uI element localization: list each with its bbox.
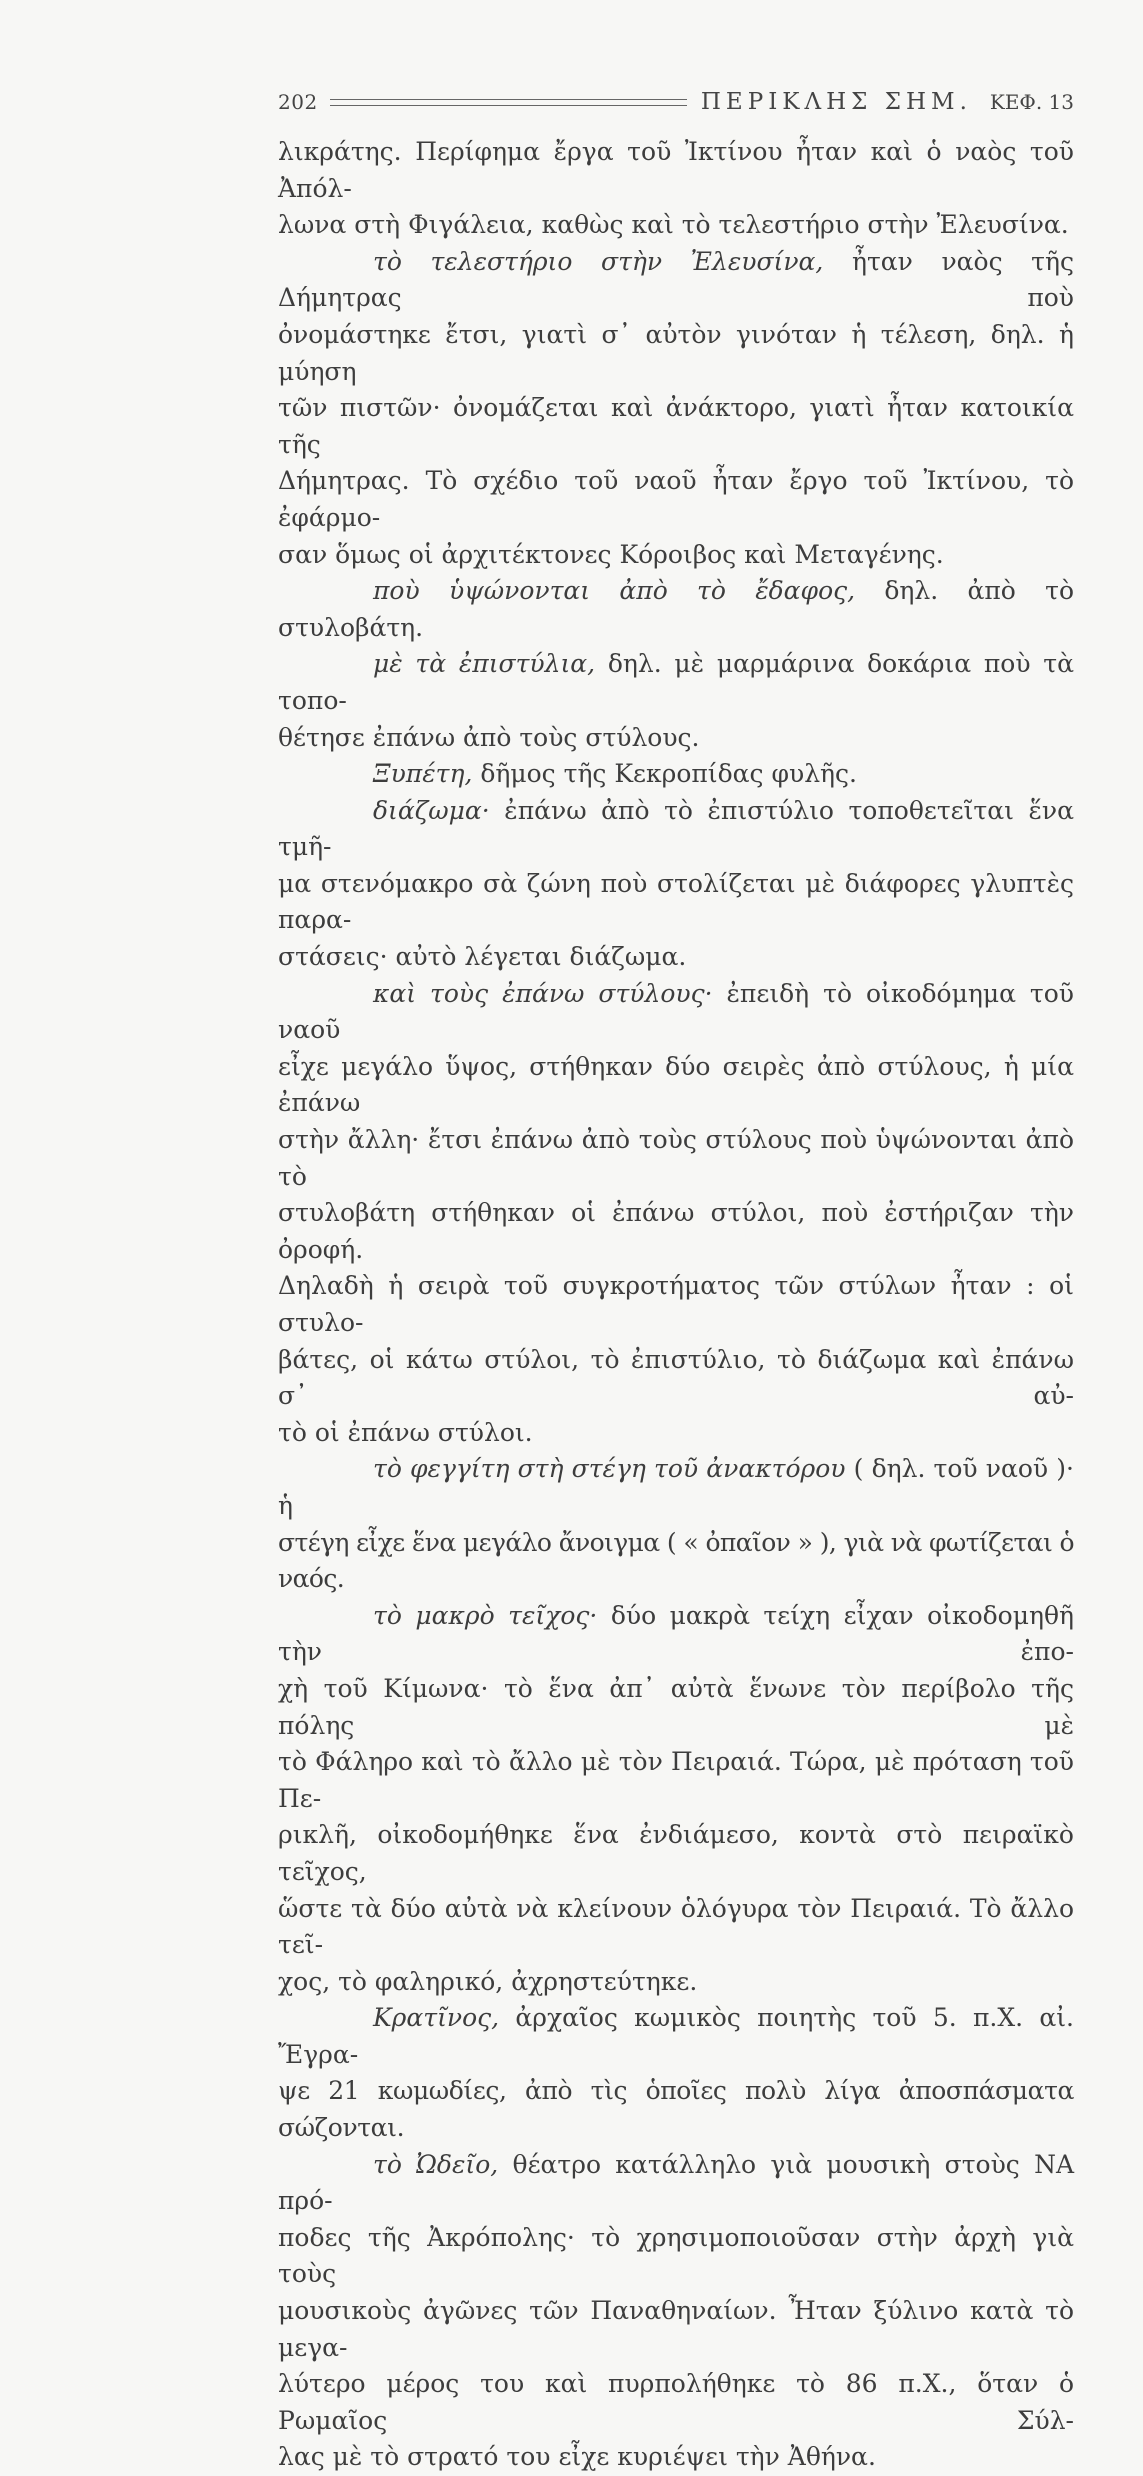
text-line: στὴν ἄλλη· ἔτσι ἐπάνω ἀπὸ τοὺς στύλους ποὺ ὑψώνονται ἀπὸ τὸ bbox=[278, 1125, 1074, 1191]
text-line: θέτησε ἐπάνω ἀπὸ τοὺς στύλους. bbox=[278, 722, 700, 752]
note-lemma: διάζωμα· bbox=[373, 795, 490, 825]
note-lemma: τὸ μακρὸ τεῖχος· bbox=[373, 1600, 598, 1630]
text-line: λύτερο μέρος του καὶ πυρπολήθηκε τὸ 86 π.Χ., ὅταν ὁ Ρωμαῖος Σύλ- bbox=[278, 2369, 1074, 2435]
note-first-line bbox=[278, 976, 1074, 1049]
note-lemma: μὲ τὰ ἐπιστύλια, bbox=[373, 649, 596, 679]
text-line: εἶχε μεγάλο ὕψος, στήθηκαν δύο σειρὲς ἀπὸ στύλους, ἡ μία ἐπάνω bbox=[278, 1051, 1074, 1118]
text-line: λωνα στὴ Φιγάλεια, καθὼς καὶ τὸ τελεστήριο στὴν Ἐλευσίνα. bbox=[278, 210, 1069, 240]
note-text: ἀρχαῖος κωμικὸς ποιητὴς τοῦ 5. π.Χ. αἰ. Ἔγρα- bbox=[278, 2003, 1074, 2069]
note-text: ἐπειδὴ τὸ οἰκοδόμημα τοῦ ναοῦ bbox=[278, 978, 1075, 1045]
running-title: ΠΕΡΙΚΛΗΣ ΣΗΜ. bbox=[700, 89, 972, 115]
note-lemma: τὸ φεγγίτη στὴ στέγη τοῦ ἀνακτόρου bbox=[373, 1454, 846, 1484]
note-text: ( δηλ. τοῦ ναοῦ )· ἡ bbox=[278, 1454, 1074, 1520]
text-line: μουσικοὺς ἀγῶνες τῶν Παναθηναίων. Ἦταν ξύλινο κατὰ τὸ μεγα- bbox=[278, 2296, 1074, 2362]
text-line: τὸ οἱ ἐπάνω στύλοι. bbox=[278, 1417, 533, 1447]
text-line: τῶν πιστῶν· ὀνομάζεται καὶ ἀνάκτορο, γιατὶ ἦταν κατοικία τῆς bbox=[278, 393, 1074, 459]
note-lemma: τὸ τελεστήριο στὴν Ἐλευσίνα, bbox=[373, 246, 824, 276]
page-number: 202 bbox=[278, 90, 318, 114]
text-line: λικράτης. Περίφημα ἔργα τοῦ Ἰκτίνου ἦταν καὶ ὁ ναὸς τοῦ Ἀπόλ- bbox=[278, 137, 1074, 203]
note-first-line bbox=[278, 2147, 1074, 2220]
text-line: σαν ὅμως οἱ ἀρχιτέκτονες Κόροιβος καὶ Μεταγένης. bbox=[278, 539, 944, 569]
text-line: χὴ τοῦ Κίμωνα· τὸ ἕνα ἀπ᾽ αὐτὰ ἕνωνε τὸν περίβολο τῆς πόλης μὲ bbox=[278, 1673, 1074, 1740]
note-lemma: καὶ τοὺς ἐπάνω στύλους· bbox=[373, 978, 713, 1008]
note-first-line bbox=[278, 573, 1074, 646]
text-line: ρικλῆ, οἰκοδομήθηκε ἕνα ἐνδιάμεσο, κοντὰ στὸ πειραϊκὸ τεῖχος, bbox=[278, 1820, 1074, 1886]
text-line: στυλοβάτη στήθηκαν οἱ ἐπάνω στύλοι, ποὺ ἐστήριζαν τὴν ὀροφή. bbox=[278, 1198, 1074, 1264]
note-text: δηλ. ἀπὸ τὸ στυλοβάτη. bbox=[278, 576, 1075, 642]
text-line: Δήμητρας. Τὸ σχέδιο τοῦ ναοῦ ἦταν ἔργο τοῦ Ἰκτίνου, τὸ ἐφάρμο- bbox=[278, 466, 1074, 532]
note-text: δύο μακρὰ τείχη εἶχαν οἰκοδομηθῆ τὴν ἐπο- bbox=[278, 1600, 1074, 1667]
text-line: μα στενόμακρο σὰ ζώνη ποὺ στολίζεται μὲ διάφορες γλυπτὲς παρα- bbox=[278, 868, 1074, 935]
note-lemma: Κρατῖνος, bbox=[373, 2003, 500, 2033]
note-first-line bbox=[278, 756, 1074, 793]
text-line: στέγη εἶχε ἕνα μεγάλο ἄνοιγμα ( « ὀπαῖον » ), γιὰ νὰ φωτίζεται ὁ ναός. bbox=[278, 1527, 1074, 1594]
text-line: ὥστε τὰ δύο αὐτὰ νὰ κλείνουν ὁλόγυρα τὸν Πειραιά. Τὸ ἄλλο τεῖ- bbox=[278, 1893, 1074, 1960]
note-first-line bbox=[278, 1451, 1074, 1524]
text-line: ψε 21 κωμωδίες, ἀπὸ τὶς ὁποῖες πολὺ λίγα ἀποσπάσματα σώζονται. bbox=[278, 2076, 1074, 2143]
notes-body bbox=[278, 134, 1074, 2476]
note-lemma: τὸ Ὠδεῖο, bbox=[373, 2149, 499, 2179]
note-text: δῆμος τῆς Κεκροπίδας φυλῆς. bbox=[480, 759, 857, 789]
text-line: βάτες, οἱ κάτω στύλοι, τὸ ἐπιστύλιο, τὸ διάζωμα καὶ ἐπάνω σ᾽ αὐ- bbox=[278, 1344, 1074, 1411]
text-line: στάσεις· αὐτὸ λέγεται διάζωμα. bbox=[278, 942, 687, 972]
note-text: θέατρο κατάλληλο γιὰ μουσικὴ στοὺς ΝΑ πρό- bbox=[278, 2149, 1075, 2216]
note-first-line bbox=[278, 2000, 1074, 2073]
running-header bbox=[278, 82, 1074, 122]
text-line: ποδες τῆς Ἀκρόπολης· τὸ χρησιμοποιοῦσαν στὴν ἀρχὴ γιὰ τοὺς bbox=[278, 2222, 1074, 2289]
note-lemma: Ξυπέτη, bbox=[373, 759, 473, 789]
note-text: δηλ. μὲ μαρμάρινα δοκάρια ποὺ τὰ τοπο- bbox=[278, 649, 1074, 715]
text-line: χος, τὸ φαληρικό, ἀχρηστεύτηκε. bbox=[278, 1966, 698, 1996]
note-first-line bbox=[278, 1598, 1074, 1671]
note-first-line bbox=[278, 244, 1074, 317]
note-text: ἦταν ναὸς τῆς Δήμητρας ποὺ bbox=[278, 246, 1074, 313]
text-line: τὸ Φάληρο καὶ τὸ ἄλλο μὲ τὸν Πειραιά. Τώρα, μὲ πρόταση τοῦ Πε- bbox=[278, 1747, 1074, 1813]
text-line: λας μὲ τὸ στρατό του εἶχε κυριέψει τὴν Ἀθήνα. bbox=[278, 2442, 876, 2472]
note-first-line bbox=[278, 646, 1074, 719]
text-line: ὀνομάστηκε ἔτσι, γιατὶ σ᾽ αὐτὸν γινόταν ἡ τέλεση, δηλ. ἡ μύηση bbox=[278, 319, 1074, 386]
chapter-label: ΚΕΦ. 13 bbox=[989, 90, 1074, 114]
note-first-line bbox=[278, 793, 1074, 866]
text-line: Δηλαδὴ ἡ σειρὰ τοῦ συγκροτήματος τῶν στύλων ἦταν : οἱ στυλο- bbox=[278, 1271, 1074, 1337]
note-text: ἐπάνω ἀπὸ τὸ ἐπιστύλιο τοποθετεῖται ἕνα τμῆ- bbox=[278, 795, 1074, 862]
header-rule bbox=[330, 99, 687, 106]
note-lemma: ποὺ ὑψώνονται ἀπὸ τὸ ἔδαφος, bbox=[373, 576, 856, 606]
